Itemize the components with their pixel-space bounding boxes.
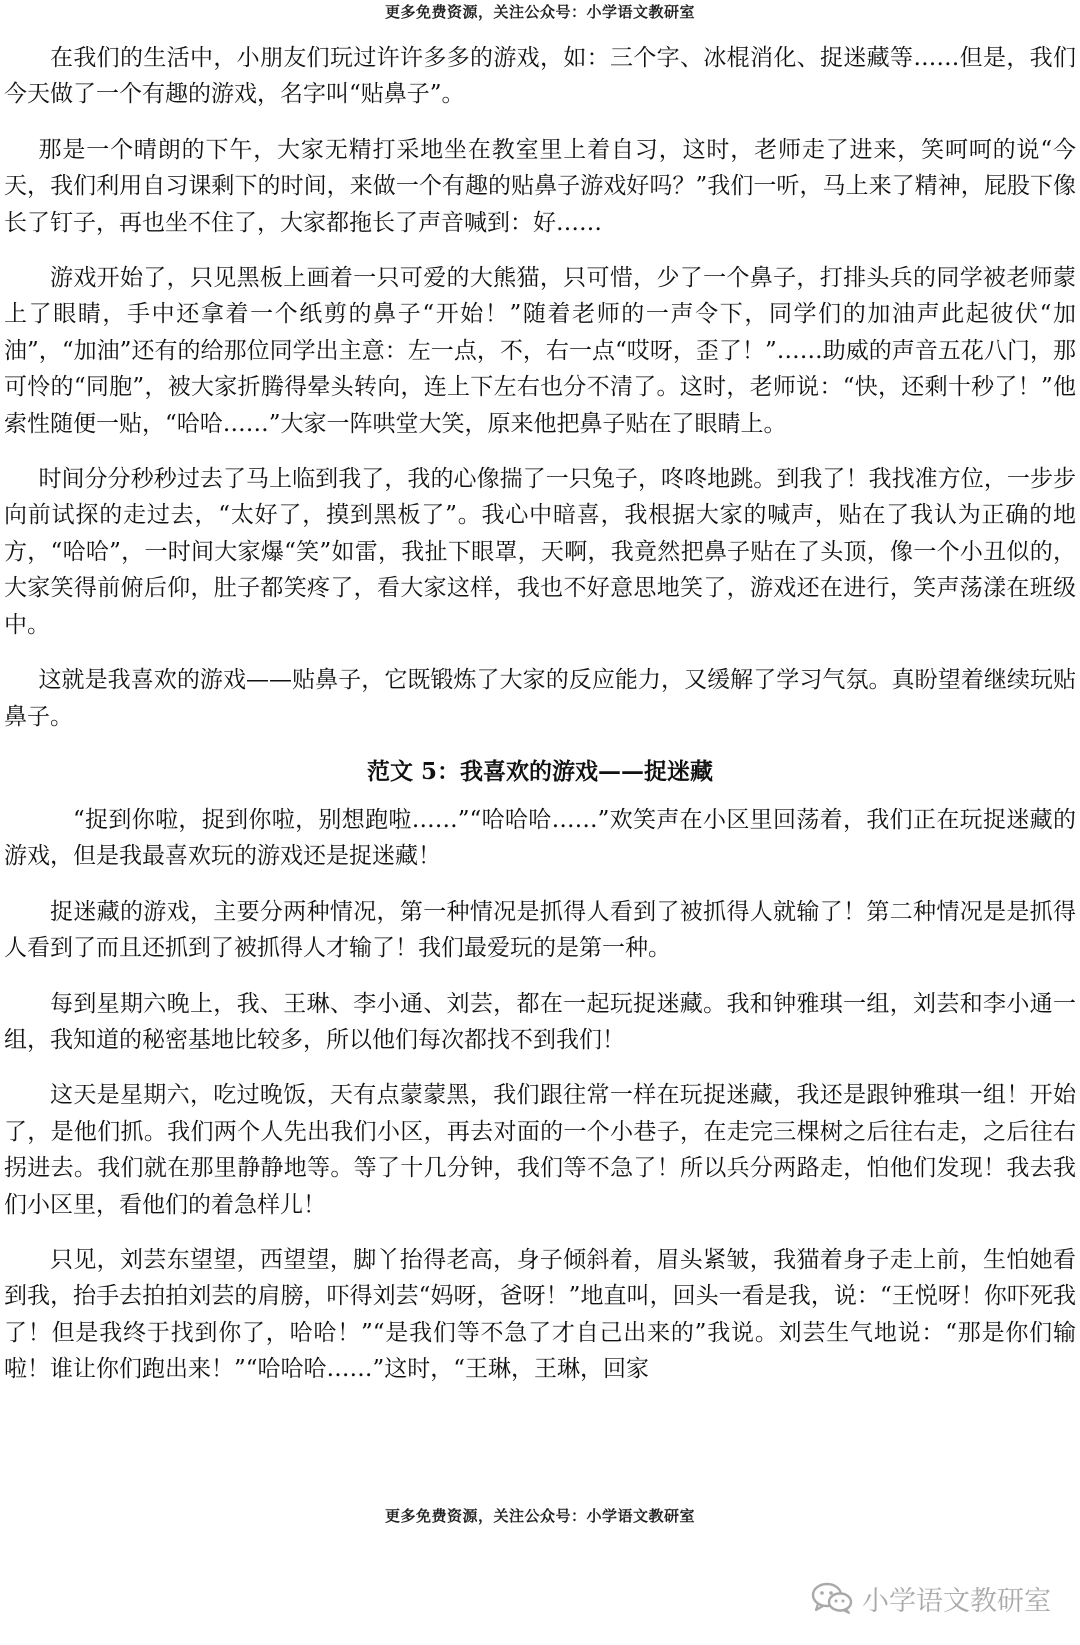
wechat-icon xyxy=(810,1581,854,1615)
page-header: 更多免费资源，关注公众号：小学语文教研室 xyxy=(384,3,695,21)
paragraph: 游戏开始了，只见黑板上画着一只可爱的大熊猫，只可惜，少了一个鼻子，打排头兵的同学被老师蒙上了眼睛，手中还拿着一个纸剪的鼻子“开始！”随着老师的一声令下，同学们的加油声此起彼伏“加油”，“加油”还有的给那位同学出主意：左一点，不，右一点“哎呀，歪了！”……助威的声音五花八门，那可怜的“同胞”，被大家折腾得晕头转向，连上下左右也分不清了。这时，老师说：“快，还剩十秒了！”他索性随便一贴，“哈哈……”大家一阵哄堂大笑，原来他把鼻子贴在了眼睛上。 xyxy=(4,265,1076,437)
paragraph: 时间分分秒秒过去了马上临到我了，我的心像揣了一只兔子，咚咚地跳。到我了！我找准方位，一步步向前试探的走过去，“太好了，摸到黑板了”。我心中暗喜，我根据大家的喊声，贴在了我认为正确的地方，“哈哈”，一时间大家爆“笑”如雷，我扯下眼罩，天啊，我竟然把鼻子贴在了头顶，像一个小丑似的，大家笑得前俯后仰，肚子都笑疼了，看大家这样，我也不好意思地笑了，游戏还在进行，笑声荡漾在班级中。 xyxy=(4,466,1076,638)
paragraph: 每到星期六晚上，我、王琳、李小通、刘芸，都在一起玩捉迷藏。我和钟雅琪一组，刘芸和李小通一组，我知道的秘密基地比较多，所以他们每次都找不到我们！ xyxy=(4,990,1076,1053)
paragraph: 在我们的生活中，小朋友们玩过许许多多的游戏，如：三个字、冰棍消化、捉迷藏等……但是，我们今天做了一个有趣的游戏，名字叫“贴鼻子”。 xyxy=(4,45,1076,108)
essay-title: 范文 5：我喜欢的游戏——捉迷藏 xyxy=(366,757,713,785)
page-footer: 更多免费资源，关注公众号：小学语文教研室 xyxy=(384,1507,695,1525)
body-text xyxy=(4,40,1076,1407)
paragraph: 这就是我喜欢的游戏——贴鼻子，它既锻炼了大家的反应能力，又缓解了学习气氛。真盼望着继续玩贴鼻子。 xyxy=(4,667,1076,730)
paragraph: 捉迷藏的游戏，主要分两种情况，第一种情况是抓得人看到了被抓得人就输了！第二种情况是是抓得人看到了而且还抓到了被抓得人才输了！我们最爱玩的是第一种。 xyxy=(4,898,1076,962)
paragraph: 这天是星期六，吃过晚饭，天有点蒙蒙黑，我们跟往常一样在玩捉迷藏，我还是跟钟雅琪一组！开始了，是他们抓。我们两个人先出我们小区，再去对面的一个小巷子，在走完三棵树之后往右走，之后往右拐进去。我们就在那里静静地等。等了十几分钟，我们等不急了！所以兵分两路走，怕他们发现！我去我们小区里，看他们的着急样儿！ xyxy=(4,1082,1076,1218)
watermark-text: 小学语文教研室 xyxy=(862,1585,1051,1617)
watermark xyxy=(810,1578,1051,1618)
paragraph: “捉到你啦，捉到你啦，别想跑啦……”“哈哈哈……”欢笑声在小区里回荡着，我们正在玩捉迷藏的游戏，但是我最喜欢玩的游戏还是捉迷藏！ xyxy=(4,806,1076,870)
paragraph: 只见，刘芸东望望，西望望，脚丫抬得老高，身子倾斜着，眉头紧皱，我猫着身子走上前，生怕她看到我，抬手去拍拍刘芸的肩膀，吓得刘芸“妈呀，爸呀！”地直叫，回头一看是我，说：“王悦呀！你吓死我了！但是我终于找到你了，哈哈！”“是我们等不急了才自己出来的”我说。刘芸生气地说：“那是你们输啦！谁让你们跑出来！”“哈哈哈……”这时，“王琳，王琳，回家 xyxy=(4,1246,1076,1383)
paragraph: 那是一个晴朗的下午，大家无精打采地坐在教室里上着自习，这时，老师走了进来，笑呵呵的说“今天，我们利用自习课剩下的时间，来做一个有趣的贴鼻子游戏好吗？”我们一听，马上来了精神，屁股下像长了钉子，再也坐不住了，大家都拖长了声音喊到：好…… xyxy=(4,136,1076,236)
